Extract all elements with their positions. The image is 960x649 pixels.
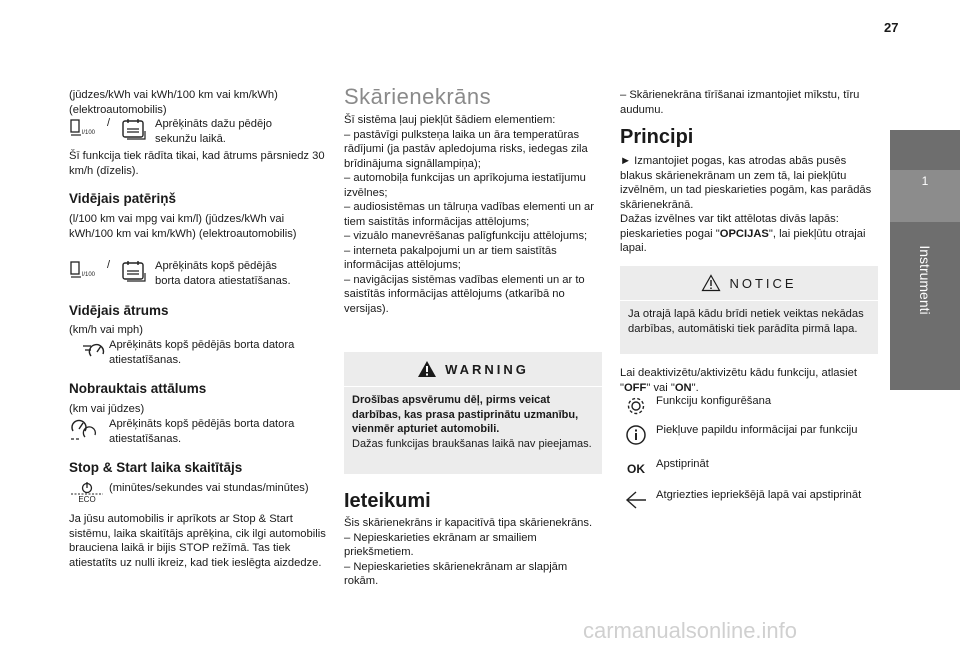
clock-calendar-icon: [119, 259, 149, 288]
diesel-note: Šī funkcija tiek rādīta tikai, kad ātrums pārsniedz 30 km/h (dīzelis).: [69, 150, 325, 177]
list-item: – Nepieskarieties ekrānam ar smailiem priekšmetiem.: [344, 531, 537, 558]
separator-slash: /: [107, 259, 111, 271]
notice-triangle-icon: [701, 274, 721, 292]
heading-principle: Principi: [620, 126, 694, 148]
warning-header: [344, 352, 602, 387]
distance-units: (km vai jūdzes): [69, 403, 145, 415]
warning-triangle-icon: [417, 360, 437, 378]
fuel-consumption-icon: [69, 259, 103, 286]
notice-header: [620, 266, 878, 301]
warning-text: Dažas funkcijas braukšanas laikā nav pieejamas.: [352, 437, 592, 450]
info-label: Piekļuve papildu informācijai par funkciju: [656, 424, 858, 436]
list-item: – navigācijas sistēmas vadības elementi un ar to saistītās informācijas attēlojums (atkarībā no versijas).: [344, 273, 585, 315]
back-label: Atgriezties iepriekšējā lapā vai apstiprināt: [656, 489, 862, 501]
eco-timer-icon: ECO: [69, 481, 105, 504]
notice-box: [620, 266, 878, 354]
distance-desc: Aprēķināts kopš pēdējās borta datora atiestatīšanas.: [109, 418, 295, 445]
instant-consumption-row: [69, 117, 295, 146]
confirm-row: [620, 458, 709, 476]
heading-avg-speed: Vidējais ātrums: [69, 303, 169, 318]
distance-gauge-icon: [69, 417, 105, 446]
chapter-number: 1: [921, 174, 929, 188]
list-item: – pastāvīgi pulksteņa laika un āra temperatūras rādījumi (ja pastāv apledojuma risks, iedegas zila brīdinājuma signāllampiņa);: [344, 128, 588, 170]
intro-text: Šī sistēma ļauj piekļūt šādiem elementiem:: [344, 114, 556, 126]
toggle-instructions: Lai deaktivizētu/aktivizētu kādu funkciju, atlasiet "OFF" vai "ON".: [620, 367, 857, 394]
consumption-units: (jūdzes/kWh vai kWh/100 km vai km/kWh) (elektroautomobilis): [69, 89, 278, 116]
info-icon: [620, 424, 652, 446]
svg-text:l/100: l/100: [82, 272, 96, 278]
avg-speed-units: (km/h vai mph): [69, 324, 143, 336]
clock-calendar-icon: [119, 117, 149, 146]
stopstart-row: [69, 481, 314, 504]
speedometer-icon: [69, 338, 105, 360]
touchscreen-intro: [344, 113, 602, 316]
ok-icon: OK: [627, 462, 645, 476]
list-item: – audiosistēmas un tālruņa vadības elementi un ar tiem saistītās informācijas attēlojums;: [344, 201, 595, 228]
svg-text:l/100: l/100: [82, 130, 96, 136]
avg-consumption-desc: Aprēķināts kopš pēdējās borta datora atiestatīšanas.: [155, 260, 291, 287]
avg-consumption-units: (l/100 km vai mpg vai km/l) (jūdzes/kWh vai kWh/100 km vai km/kWh) (elektroautomobilis): [69, 213, 297, 240]
chapter-tab[interactable]: [890, 130, 960, 390]
list-item: – interneta pakalpojumi un ar tiem saistītās informācijas attēlojums;: [344, 244, 557, 271]
avg-speed-desc: Aprēķināts kopš pēdējās borta datora atiestatīšanas.: [109, 339, 295, 366]
config-row: [620, 395, 771, 417]
heading-stopstart: Stop & Start laika skaitītājs: [69, 460, 243, 475]
heading-distance: Nobrauktais attālums: [69, 381, 207, 396]
list-item: – Nepieskarieties skārienekrānam ar slapjām rokām.: [344, 560, 568, 587]
warning-title: WARNING: [445, 361, 529, 377]
gear-icon: [620, 395, 652, 417]
back-row: [620, 489, 861, 511]
heading-avg-consumption: Vidējais patēriņš: [69, 191, 177, 206]
back-arrow-icon: [620, 489, 652, 511]
fuel-consumption-icon: [69, 117, 103, 144]
watermark: carmanualsonline.info: [583, 618, 798, 643]
avg-consumption-row: [69, 259, 295, 288]
list-item: – vizuālo manevrēšanas palīgfunkciju attēlojums;: [344, 230, 588, 242]
cleaning-tip: – Skārienekrāna tīrīšanai izmantojiet mīkstu, tīru audumu.: [620, 89, 860, 116]
page-number: 27: [884, 20, 899, 35]
tips-block: [344, 516, 602, 589]
options-text: Dažas izvēlnes var tikt attēlotas divās lapās: pieskarieties pogai "OPCIJAS", lai piekļūtu otrajai lapai.: [620, 213, 866, 254]
chapter-title: Instrumenti: [917, 245, 933, 315]
separator-slash: /: [107, 117, 111, 129]
tips-intro: Šis skārienekrāns ir kapacitīvā tipa skārienekrāns.: [344, 517, 593, 529]
heading-touchscreen: Skārienekrāns: [344, 84, 492, 109]
config-label: Funkciju konfigurēšana: [656, 395, 772, 407]
info-row: [620, 424, 857, 446]
stopstart-desc: Ja jūsu automobilis ir aprīkots ar Stop & Start sistēmu, laika skaitītājs aprēķina, cik ilgi automobilis brauciena laikā ir bijis STOP režīmā. Tas tiek atiestatīts uz nulli ikreiz, kad tiek ieslēgta aizdedze.: [69, 513, 326, 569]
notice-text: Ja otrajā lapā kādu brīdi netiek veiktas nekādas darbības, automātiski tiek parādīta pirmā lapa.: [628, 308, 864, 335]
distance-row: [69, 417, 314, 446]
instant-consumption-desc: Aprēķināts dažu pēdējo sekunžu laikā.: [155, 118, 272, 145]
options-keyword: OPCIJAS: [719, 227, 769, 240]
confirm-label: Apstiprināt: [656, 458, 709, 470]
list-item: – automobiļa funkcijas un aprīkojuma iestatījumu izvēlnes;: [344, 172, 586, 199]
warning-bold-text: Drošības apsvērumu dēļ, pirms veicat darbības, kas prasa pastiprinātu uzmanību, vienmēr apturiet automobili.: [352, 394, 579, 435]
avg-speed-row: [69, 338, 314, 367]
principle-text: ► Izmantojiet pogas, kas atrodas abās pusēs blakus skārienekrānam un zem tā, lai piekļūtu izvēlnēm, un tad pieskarieties pogām, kas parādās skārienekrānā.: [620, 155, 872, 211]
warning-box: [344, 352, 602, 474]
stopstart-units: (minūtes/sekundes vai stundas/minūtes): [109, 482, 309, 494]
notice-title: NOTICE: [729, 275, 797, 291]
heading-tips: Ieteikumi: [344, 490, 431, 512]
